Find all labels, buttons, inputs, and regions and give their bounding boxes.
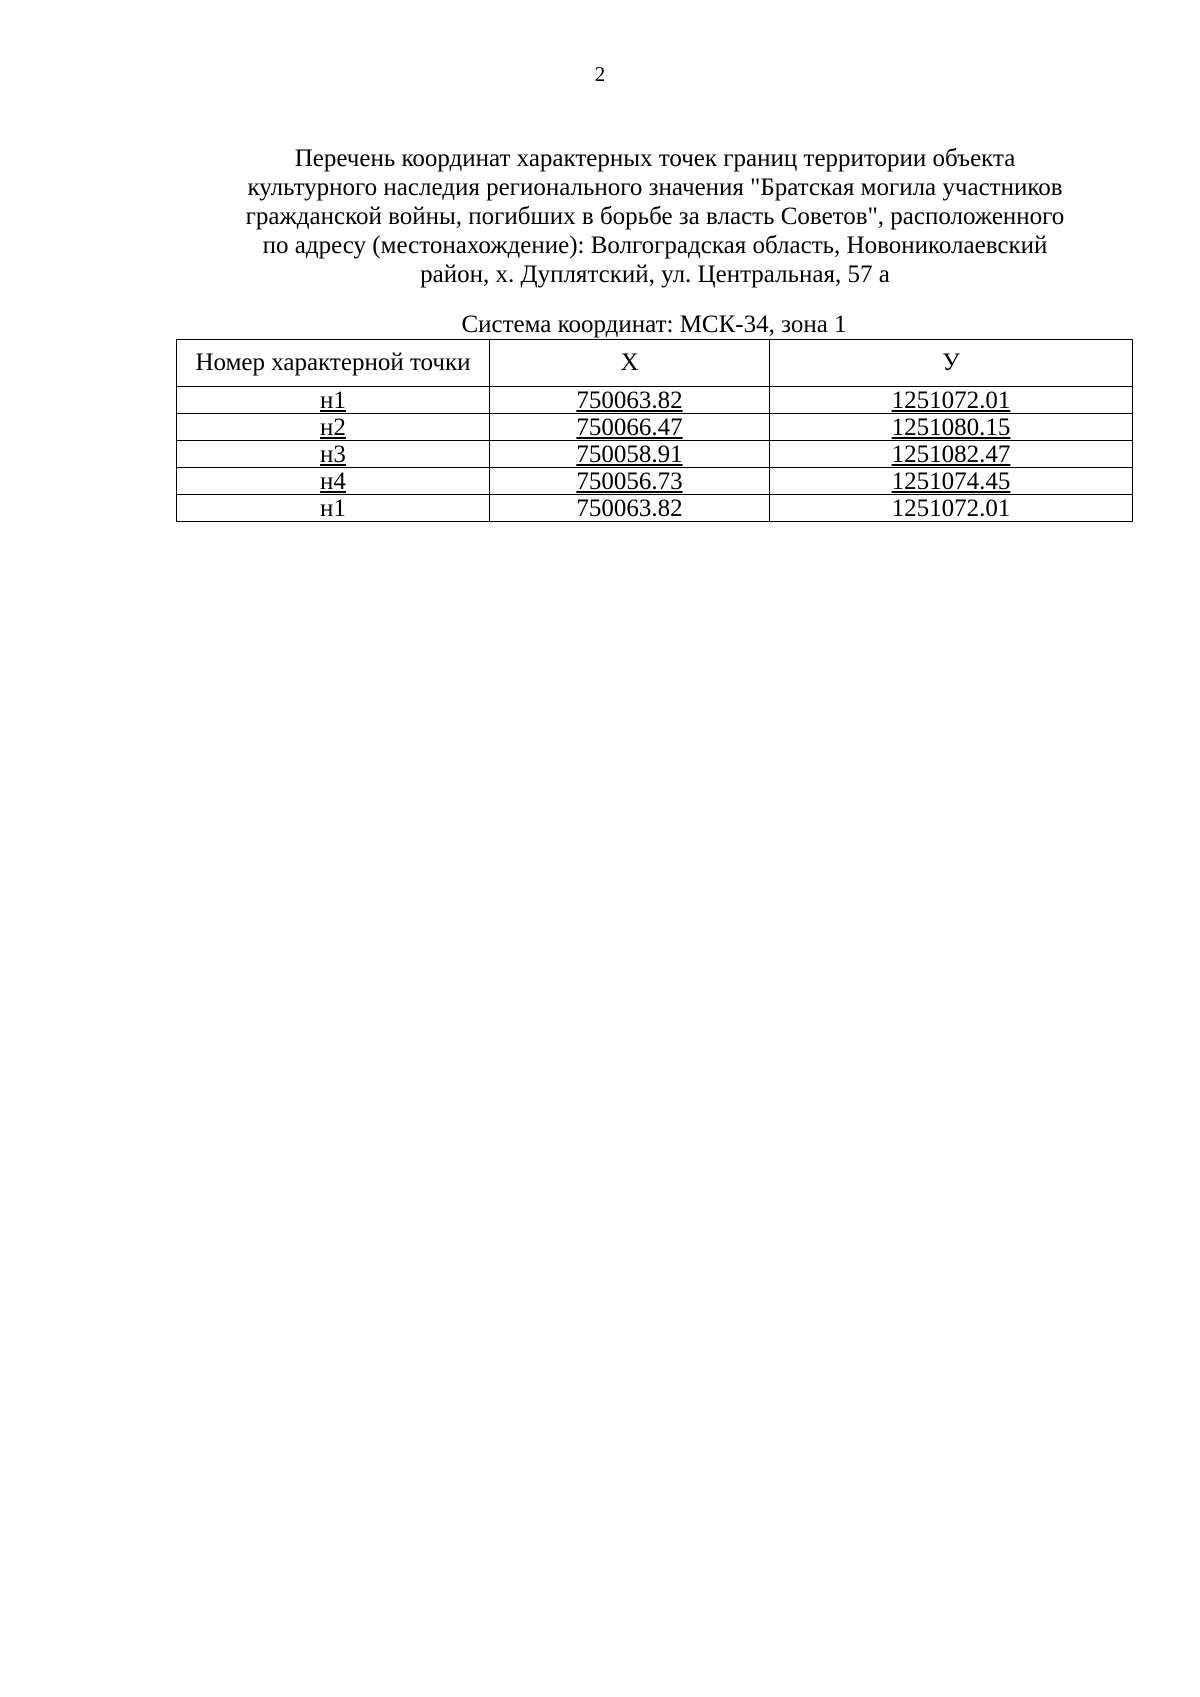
table-row [177, 441, 1133, 468]
y-cell [770, 414, 1133, 441]
x-cell [490, 414, 770, 441]
heading-line: культурного наследия регионального значения "Братская могила участников [247, 174, 1063, 201]
heading-line: по адресу (местонахождение): Волгоградская область, Новониколаевский [262, 232, 1048, 259]
table-row [177, 495, 1133, 522]
y-value: 1251082.47 [891, 441, 1011, 468]
point-cell [177, 414, 490, 441]
document-heading [160, 144, 1150, 289]
x-cell [490, 387, 770, 414]
y-value: 1251080.15 [891, 414, 1011, 441]
y-value: 1251072.01 [891, 495, 1011, 522]
table-caption: Система координат: МСК-34, зона 1 [461, 311, 847, 338]
point-label: н1 [320, 495, 346, 522]
heading-line: гражданской войны, погибших в борьбе за власть Советов", расположенного [245, 203, 1065, 230]
y-cell [770, 441, 1133, 468]
x-value: 750063.82 [576, 387, 683, 414]
y-value: 1251074.45 [891, 468, 1011, 495]
x-value: 750058.91 [576, 441, 683, 468]
x-value: 750056.73 [576, 468, 683, 495]
point-cell [177, 495, 490, 522]
column-header-y: У [770, 340, 1133, 387]
column-header-point: Номер характерной точки [177, 340, 490, 387]
table-row [177, 468, 1133, 495]
y-value: 1251072.01 [891, 387, 1011, 414]
table-row [177, 414, 1133, 441]
page-number: 2 [594, 62, 606, 86]
column-header-x: X [490, 340, 770, 387]
point-label: н3 [320, 441, 346, 468]
table-row [177, 387, 1133, 414]
x-cell [490, 495, 770, 522]
y-cell [770, 387, 1133, 414]
heading-line: Перечень координат характерных точек границ территории объекта [294, 145, 1016, 172]
point-cell [177, 441, 490, 468]
x-value: 750063.82 [576, 495, 683, 522]
x-value: 750066.47 [576, 414, 683, 441]
heading-line: район, х. Дуплятский, ул. Центральная, 57 а [420, 261, 890, 288]
point-label: н1 [320, 387, 346, 414]
y-cell [770, 495, 1133, 522]
table-header-row [177, 340, 1133, 387]
y-cell [770, 468, 1133, 495]
coordinates-table [176, 339, 1133, 522]
point-cell [177, 387, 490, 414]
x-cell [490, 468, 770, 495]
x-cell [490, 441, 770, 468]
point-label: н4 [320, 468, 346, 495]
point-cell [177, 468, 490, 495]
point-label: н2 [320, 414, 346, 441]
